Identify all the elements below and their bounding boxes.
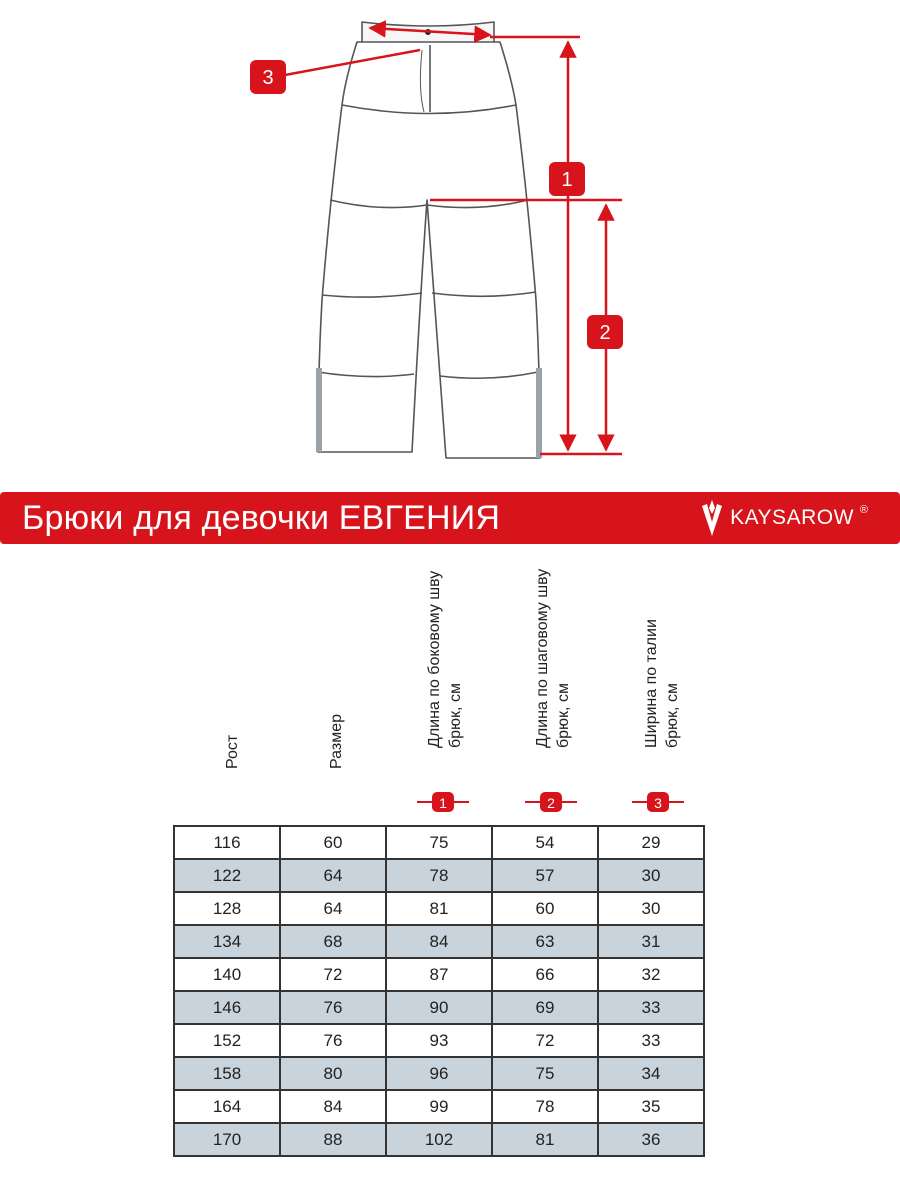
brand-mark-icon — [700, 500, 724, 536]
header-waist-label: Ширина по талии брюк, см — [643, 619, 681, 748]
brand-logo — [700, 500, 868, 536]
table-cell: 64 — [280, 859, 386, 892]
table-row — [174, 1123, 704, 1156]
table-cell: 152 — [174, 1024, 280, 1057]
table-cell: 30 — [598, 892, 704, 925]
marker-badge-1 — [549, 162, 585, 196]
table-cell: 76 — [280, 1024, 386, 1057]
table-row — [174, 958, 704, 991]
pants-illustration — [316, 22, 542, 458]
table-cell: 170 — [174, 1123, 280, 1156]
table-cell: 54 — [492, 826, 598, 859]
svg-text:2: 2 — [599, 322, 611, 344]
table-cell: 35 — [598, 1090, 704, 1123]
table-cell: 128 — [174, 892, 280, 925]
table-cell: 31 — [598, 925, 704, 958]
header-marker-3 — [628, 791, 688, 813]
table-row — [174, 1057, 704, 1090]
svg-text:3: 3 — [262, 67, 274, 89]
table-cell: 78 — [492, 1090, 598, 1123]
table-cell: 140 — [174, 958, 280, 991]
header-marker-1 — [413, 791, 473, 813]
table-cell: 88 — [280, 1123, 386, 1156]
header-height-label: Рост — [224, 734, 241, 769]
table-cell: 134 — [174, 925, 280, 958]
brand-name: KAYSAROW — [730, 506, 854, 529]
svg-text:3: 3 — [654, 795, 662, 811]
header-size-label: Размер — [328, 714, 345, 769]
table-cell: 146 — [174, 991, 280, 1024]
table-cell: 81 — [386, 892, 492, 925]
table-cell: 164 — [174, 1090, 280, 1123]
table-cell: 80 — [280, 1057, 386, 1090]
table-cell: 122 — [174, 859, 280, 892]
table-cell: 69 — [492, 991, 598, 1024]
svg-text:1: 1 — [561, 169, 573, 191]
table-row — [174, 826, 704, 859]
header-inseam-label: Длина по шаговому шву брюк, см — [534, 568, 572, 748]
table-cell: 75 — [492, 1057, 598, 1090]
table-cell: 30 — [598, 859, 704, 892]
table-cell: 99 — [386, 1090, 492, 1123]
table-cell: 96 — [386, 1057, 492, 1090]
table-cell: 116 — [174, 826, 280, 859]
table-row — [174, 859, 704, 892]
table-cell: 32 — [598, 958, 704, 991]
table-cell: 29 — [598, 826, 704, 859]
table-cell: 33 — [598, 1024, 704, 1057]
table-row — [174, 991, 704, 1024]
table-row — [174, 925, 704, 958]
size-table — [173, 825, 705, 1157]
table-cell: 66 — [492, 958, 598, 991]
table-cell: 64 — [280, 892, 386, 925]
header-side-seam-label: Длина по боковому шву брюк, см — [426, 570, 464, 748]
table-cell: 90 — [386, 991, 492, 1024]
title-banner — [0, 492, 900, 544]
marker-badge-2 — [587, 315, 623, 349]
table-cell: 36 — [598, 1123, 704, 1156]
table-cell: 33 — [598, 991, 704, 1024]
table-cell: 87 — [386, 958, 492, 991]
table-row — [174, 892, 704, 925]
table-cell: 93 — [386, 1024, 492, 1057]
table-cell: 78 — [386, 859, 492, 892]
table-cell: 60 — [280, 826, 386, 859]
pants-measurement-diagram — [0, 0, 900, 480]
table-cell: 60 — [492, 892, 598, 925]
header-marker-2 — [521, 791, 581, 813]
svg-text:1: 1 — [439, 795, 447, 811]
product-title: Брюки для девочки ЕВГЕНИЯ — [22, 499, 501, 537]
table-cell: 158 — [174, 1057, 280, 1090]
table-cell: 102 — [386, 1123, 492, 1156]
table-cell: 63 — [492, 925, 598, 958]
registered-mark: ® — [859, 504, 868, 516]
table-row — [174, 1024, 704, 1057]
svg-text:2: 2 — [547, 795, 555, 811]
table-cell: 81 — [492, 1123, 598, 1156]
table-cell: 72 — [492, 1024, 598, 1057]
table-cell: 84 — [386, 925, 492, 958]
table-cell: 75 — [386, 826, 492, 859]
table-cell: 76 — [280, 991, 386, 1024]
marker-badge-3 — [250, 60, 286, 94]
table-cell: 72 — [280, 958, 386, 991]
table-cell: 68 — [280, 925, 386, 958]
table-cell: 84 — [280, 1090, 386, 1123]
table-row — [174, 1090, 704, 1123]
table-cell: 57 — [492, 859, 598, 892]
table-cell: 34 — [598, 1057, 704, 1090]
